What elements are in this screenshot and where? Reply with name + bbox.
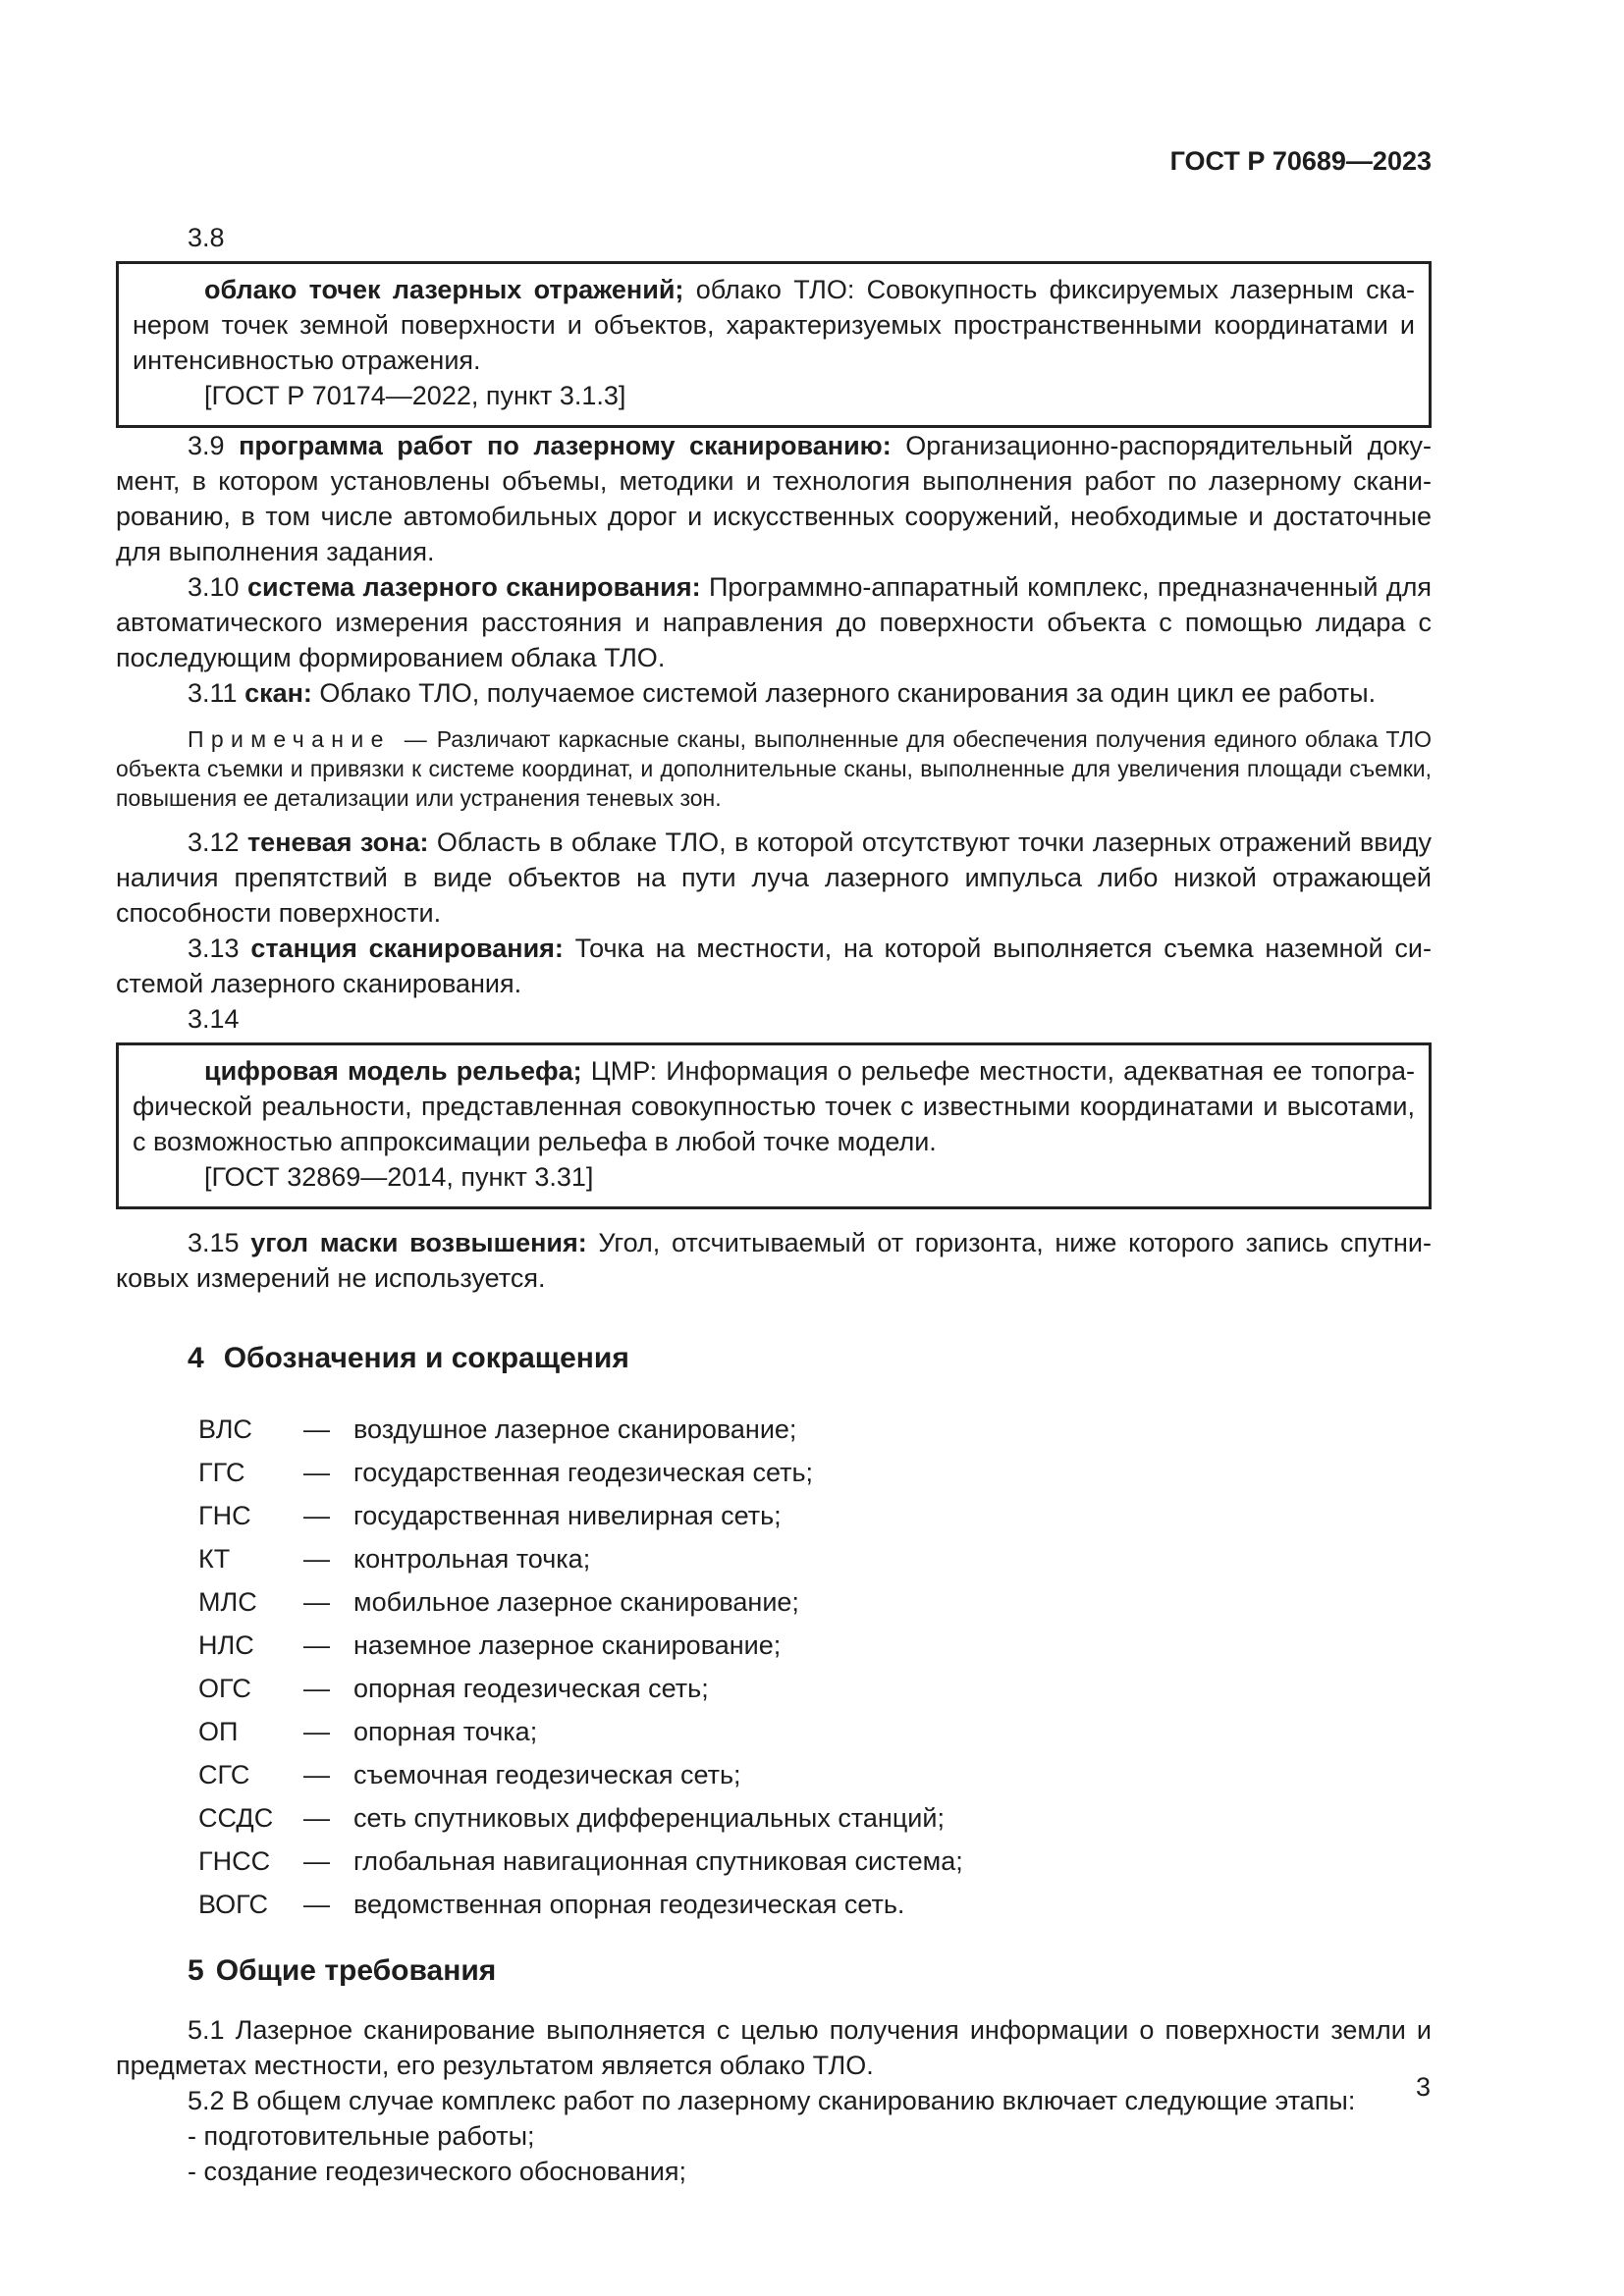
term-3-13-number: 3.13 [188,934,251,963]
term-3-12-number: 3.12 [188,828,247,857]
abbr-code: СГС [198,1760,250,1789]
abbr-definition: государственная нивелирная сеть; [353,1501,782,1530]
term-3-11-number: 3.11 [188,678,245,708]
section-5 [116,1951,1432,2189]
abbr-dash: — [303,1501,330,1530]
abbr-code: ВОГС [198,1890,269,1919]
term-3-8-term: облако точек лазерных отражений; [204,275,684,304]
note-label: Примечание [188,726,391,752]
term-3-15-term: угол маски возвышения: [250,1228,587,1257]
definition-box-3-8 [116,261,1432,428]
section-5-heading [116,1951,1432,1991]
term-3-10-number: 3.10 [188,572,247,602]
abbreviation-row [116,1840,1432,1883]
abbreviation-row [116,1537,1432,1580]
abbr-definition: ведомственная опорная геодезическая сеть. [353,1890,905,1919]
abbr-dash: — [303,1587,330,1617]
abbr-code: ВЛС [198,1415,252,1444]
term-3-11-definition: Облако ТЛО, получаемое системой лазерного сканирования за один цикл ее работы. [311,678,1377,708]
abbr-dash: — [303,1760,330,1789]
abbr-code: ГГС [198,1458,245,1487]
abbr-code: ОП [198,1717,239,1746]
term-3-8-paragraph [133,272,1415,378]
term-3-14-number: 3.14 [188,1004,240,1034]
abbr-code: МЛС [198,1587,257,1617]
term-3-9-number: 3.9 [188,431,240,460]
abbr-definition: воздушное лазерное сканирование; [353,1415,797,1444]
abbr-definition: опорная геодезическая сеть; [353,1674,709,1703]
abbr-dash: — [303,1674,330,1703]
note-3-11 [116,724,1432,813]
definition-box-3-14 [116,1042,1432,1209]
abbreviation-row [116,1624,1432,1667]
term-3-14-definition: ЦМР: Информация о рельефе местности, адекватная ее топографической реальности, представленная совокупностью точек с известными координатами и высотами, с возможностью аппроксимации рельефа в любой точке модели. [133,1056,1415,1156]
abbreviation-list [116,1408,1432,1926]
abbr-code: ОГС [198,1674,251,1703]
term-3-15-definition: Угол, отсчитываемый от горизонта, ниже которого запись спутниковых измерений не используется. [116,1228,1432,1293]
abbr-dash: — [303,1890,330,1919]
abbreviation-row [116,1408,1432,1451]
term-3-10-paragraph [116,569,1432,675]
term-3-9-paragraph [116,428,1432,569]
page-number: 3 [1415,2072,1431,2102]
term-3-14-term: цифровая модель рельефа; [204,1056,582,1086]
term-3-15-paragraph [116,1225,1432,1296]
term-3-12-term: теневая зона: [246,828,429,857]
section-4-heading [116,1339,1432,1378]
abbreviation-row [116,1494,1432,1537]
stage-list-item: - создание геодезического обоснования; [188,2157,686,2186]
abbreviation-row [116,1883,1432,1926]
term-3-9-term: программа работ по лазерному сканированию: [239,431,892,460]
abbr-dash: — [303,1415,330,1444]
abbreviation-row [116,1796,1432,1840]
abbr-definition: сеть спутниковых дифференциальных станций; [353,1803,945,1833]
note-dash: — [404,726,427,752]
abbr-definition: опорная точка; [353,1717,538,1746]
abbreviation-row [116,1580,1432,1624]
abbr-code: НЛС [198,1630,254,1660]
term-3-10-definition: Программно-аппаратный комплекс, предназначенный для автоматического измерения расстояния и направления до поверхности объекта с помощью лидара с последующим формированием облака ТЛО. [116,572,1432,672]
term-3-8-definition: облако ТЛО: Совокупность фиксируемых лазерным сканером точек земной поверхности и объектов, характеризуемых пространственными координатами и интенсивностью отражения. [133,275,1415,375]
section-5-number: 5 [188,1954,204,1987]
abbreviation-row [116,1753,1432,1796]
abbr-definition: съемочная геодезическая сеть; [353,1760,741,1789]
abbr-dash: — [303,1846,330,1876]
term-3-8-source: [ГОСТ Р 70174—2022, пункт 3.1.3] [204,381,626,410]
abbreviation-row [116,1451,1432,1494]
term-3-11-term: скан: [244,678,312,708]
abbr-dash: — [303,1458,330,1487]
abbr-dash: — [303,1717,330,1746]
abbr-code: ГНСС [198,1846,271,1876]
abbr-dash: — [303,1544,330,1574]
abbr-code: КТ [198,1544,231,1574]
abbr-dash: — [303,1803,330,1833]
abbreviation-row [116,1710,1432,1753]
abbr-code: ГНС [198,1501,251,1530]
abbr-definition: наземное лазерное сканирование; [353,1630,782,1660]
term-3-15-number: 3.15 [188,1228,251,1257]
term-3-14-paragraph [133,1053,1415,1159]
abbr-definition: мобильное лазерное сканирование; [353,1587,799,1617]
paragraph-5-1: 5.1 Лазерное сканирование выполняется с целью получения информации о поверхности земли и предметах местности, его результатом является облако ТЛО. [116,2015,1432,2080]
section-4-title: Обозначения и сокращения [223,1342,629,1374]
abbr-definition: государственная геодезическая сеть; [353,1458,814,1487]
term-3-12-paragraph [116,825,1432,931]
section-4-number: 4 [188,1342,204,1374]
term-3-12-definition: Область в облаке ТЛО, в которой отсутствуют точки лазерных отражений ввиду наличия препятствий в виде объектов на пути луча лазерного импульса либо низкой отражающей способности поверхности. [116,828,1432,928]
term-3-13-term: станция сканирования: [250,934,564,963]
term-3-14-source: [ГОСТ 32869—2014, пункт 3.31] [204,1162,594,1192]
term-3-13-definition: Точка на местности, на которой выполняется съемка наземной системой лазерного сканирования. [116,934,1433,998]
abbreviation-row [116,1667,1432,1710]
term-3-13-paragraph [116,931,1432,1001]
document-content [116,0,1432,2189]
note-text: Различают каркасные сканы, выполненные для обеспечения получения единого облака ТЛО объекта съемки и привязки к системе координат, и дополнительные сканы, выполненные для увеличения площади съемки, повышения ее детализации или устранения теневых зон. [116,726,1432,811]
term-3-8-number: 3.8 [188,223,225,252]
paragraph-5-2: 5.2 В общем случае комплекс работ по лазерному сканированию включает следующие этапы: [188,2086,1356,2115]
abbr-dash: — [303,1630,330,1660]
document-code-header: ГОСТ Р 70689—2023 [1169,146,1432,176]
abbr-definition: контрольная точка; [353,1544,591,1574]
term-3-9-definition: Организационно-распорядительный документ, в котором установлены объемы, методики и технология выполнения работ по лазерному сканированию, в том числе автомобильных дорог и искусственных сооружений, необходимые и достаточные для выполнения задания. [116,431,1432,566]
section-5-title: Общие требования [215,1954,497,1987]
term-3-10-term: система лазерного сканирования: [246,572,701,602]
abbr-definition: глобальная навигационная спутниковая система; [353,1846,963,1876]
term-3-11-paragraph [116,675,1432,711]
abbr-code: ССДС [198,1803,274,1833]
stage-list-item: - подготовительные работы; [188,2121,535,2151]
